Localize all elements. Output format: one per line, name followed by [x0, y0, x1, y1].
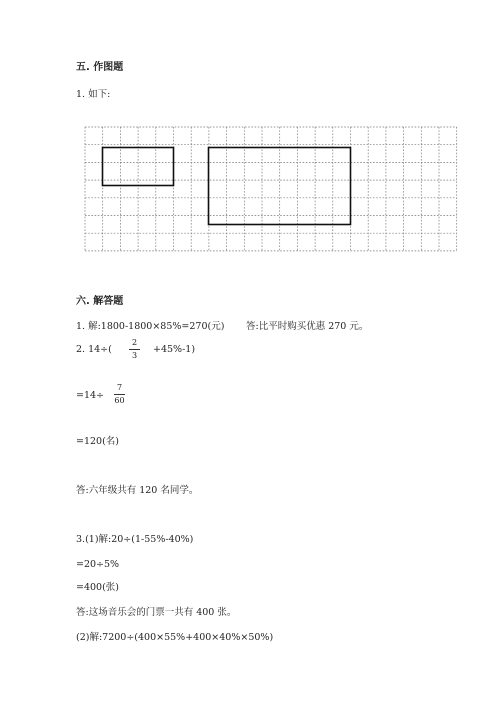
section-6-title: 六. 解答题	[76, 296, 124, 307]
q1-solution: 1. 解:1800-1800×85%=270(元)	[76, 321, 225, 332]
q3-step-2: =400(张)	[76, 582, 120, 593]
q3-part-2: (2)解:7200÷(400×55%+400×40%×50%)	[76, 632, 274, 643]
q2-fraction	[129, 339, 140, 360]
q1-answer: 答:比平时购买优惠 270 元。	[246, 321, 369, 332]
q3-part-1: 3.(1)解:20÷(1-55%-40%)	[76, 534, 194, 545]
section-5-title: 五. 作图题	[76, 62, 124, 73]
q3-step-1: =20÷5%	[76, 559, 120, 570]
q2-step-1-prefix: =14÷	[76, 390, 105, 401]
q2-expression-suffix: +45%-1)	[153, 344, 196, 355]
q2-step-2: =120(名)	[76, 436, 120, 447]
q3-answer: 答:这场音乐会的门票一共有 400 张。	[76, 607, 237, 618]
question-1-label: 1. 如下:	[76, 89, 111, 100]
q2-step-1-fraction	[114, 384, 125, 405]
q2-step-1-numerator: 7	[116, 383, 123, 392]
fraction-bar	[114, 394, 125, 395]
q2-expression-prefix: 2. 14÷(	[76, 344, 112, 355]
q2-fraction-denominator: 3	[131, 351, 138, 360]
q2-step-1-denominator: 60	[114, 396, 125, 405]
fraction-bar	[129, 349, 140, 350]
q2-answer: 答:六年级共有 120 名同学。	[76, 485, 199, 496]
q2-fraction-numerator: 2	[131, 338, 138, 347]
